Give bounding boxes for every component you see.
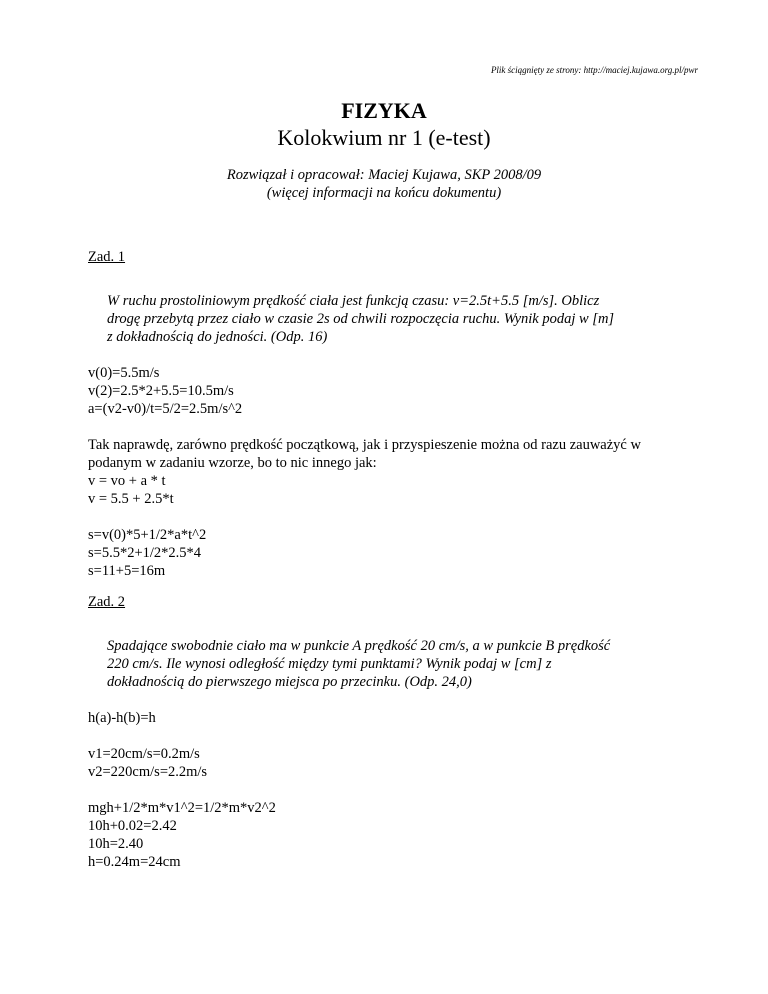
calc-line: h(a)-h(b)=h [88,710,156,726]
task-2-equation [88,709,708,727]
calc-line: s=11+5=16m [88,563,166,579]
note-line: podanym w zadaniu wzorze, bo to nic innego jak: [88,455,377,471]
task-1 [88,248,708,580]
question-line: Spadające swobodnie ciało ma w punkcie A prędkość 20 cm/s, a w punkcie B prędkość [107,638,611,654]
task-2-heading: Zad. 2 [88,594,126,610]
question-line: drogę przebytą przez ciało w czasie 2s od chwili rozpoczęcia ruchu. Wynik podaj w [m] [107,311,615,327]
question-line: 220 cm/s. Ile wynosi odległość między tymi punktami? Wynik podaj w [cm] z [107,656,552,672]
author-line: Rozwiązał i opracował: Maciej Kujawa, SKP 2008/09 [226,167,542,183]
calc-line: v(2)=2.5*2+5.5=10.5m/s [88,383,234,399]
task-1-heading: Zad. 1 [88,249,126,265]
calc-line: mgh+1/2*m*v1^2=1/2*m*v2^2 [88,800,276,816]
task-1-note [88,436,708,508]
title-block [0,98,768,152]
question-line: z dokładnością do jedności. (Odp. 16) [107,329,328,345]
calc-line: v2=220cm/s=2.2m/s [88,764,208,780]
task-2-question [107,637,667,691]
calc-line: v1=20cm/s=0.2m/s [88,746,200,762]
task-1-question [107,292,667,346]
calc-line: v(0)=5.5m/s [88,365,160,381]
document-title: FIZYKA [341,98,427,123]
calc-line: s=5.5*2+1/2*2.5*4 [88,545,202,561]
calc-line: 10h=2.40 [88,836,144,852]
author-block [0,166,768,202]
document-subtitle: Kolokwium nr 1 (e-test) [277,125,491,150]
calc-line: 10h+0.02=2.42 [88,818,177,834]
calc-line: s=v(0)*5+1/2*a*t^2 [88,527,207,543]
note-line: v = 5.5 + 2.5*t [88,491,174,507]
calc-line: a=(v2-v0)/t=5/2=2.5m/s^2 [88,401,243,417]
question-line: W ruchu prostoliniowym prędkość ciała jest funkcją czasu: v=2.5t+5.5 [m/s]. Oblicz [107,293,600,309]
task-2-velocities [88,745,708,781]
task-1-calculation [88,364,708,418]
calc-line: h=0.24m=24cm [88,854,181,870]
task-2 [88,593,708,871]
author-info-note: (więcej informacji na końcu dokumentu) [266,185,502,201]
source-note: Plik ściągnięty ze strony: http://maciej.kujawa.org.pl/pwr [490,65,698,75]
task-2-solution [88,799,708,871]
note-line: Tak naprawdę, zarówno prędkość początkową, jak i przyspieszenie można od razu zauważyć w [88,437,641,453]
note-line: v = vo + a * t [88,473,166,489]
question-line: dokładnością do pierwszego miejsca po przecinku. (Odp. 24,0) [107,674,472,690]
task-1-solution [88,526,708,580]
